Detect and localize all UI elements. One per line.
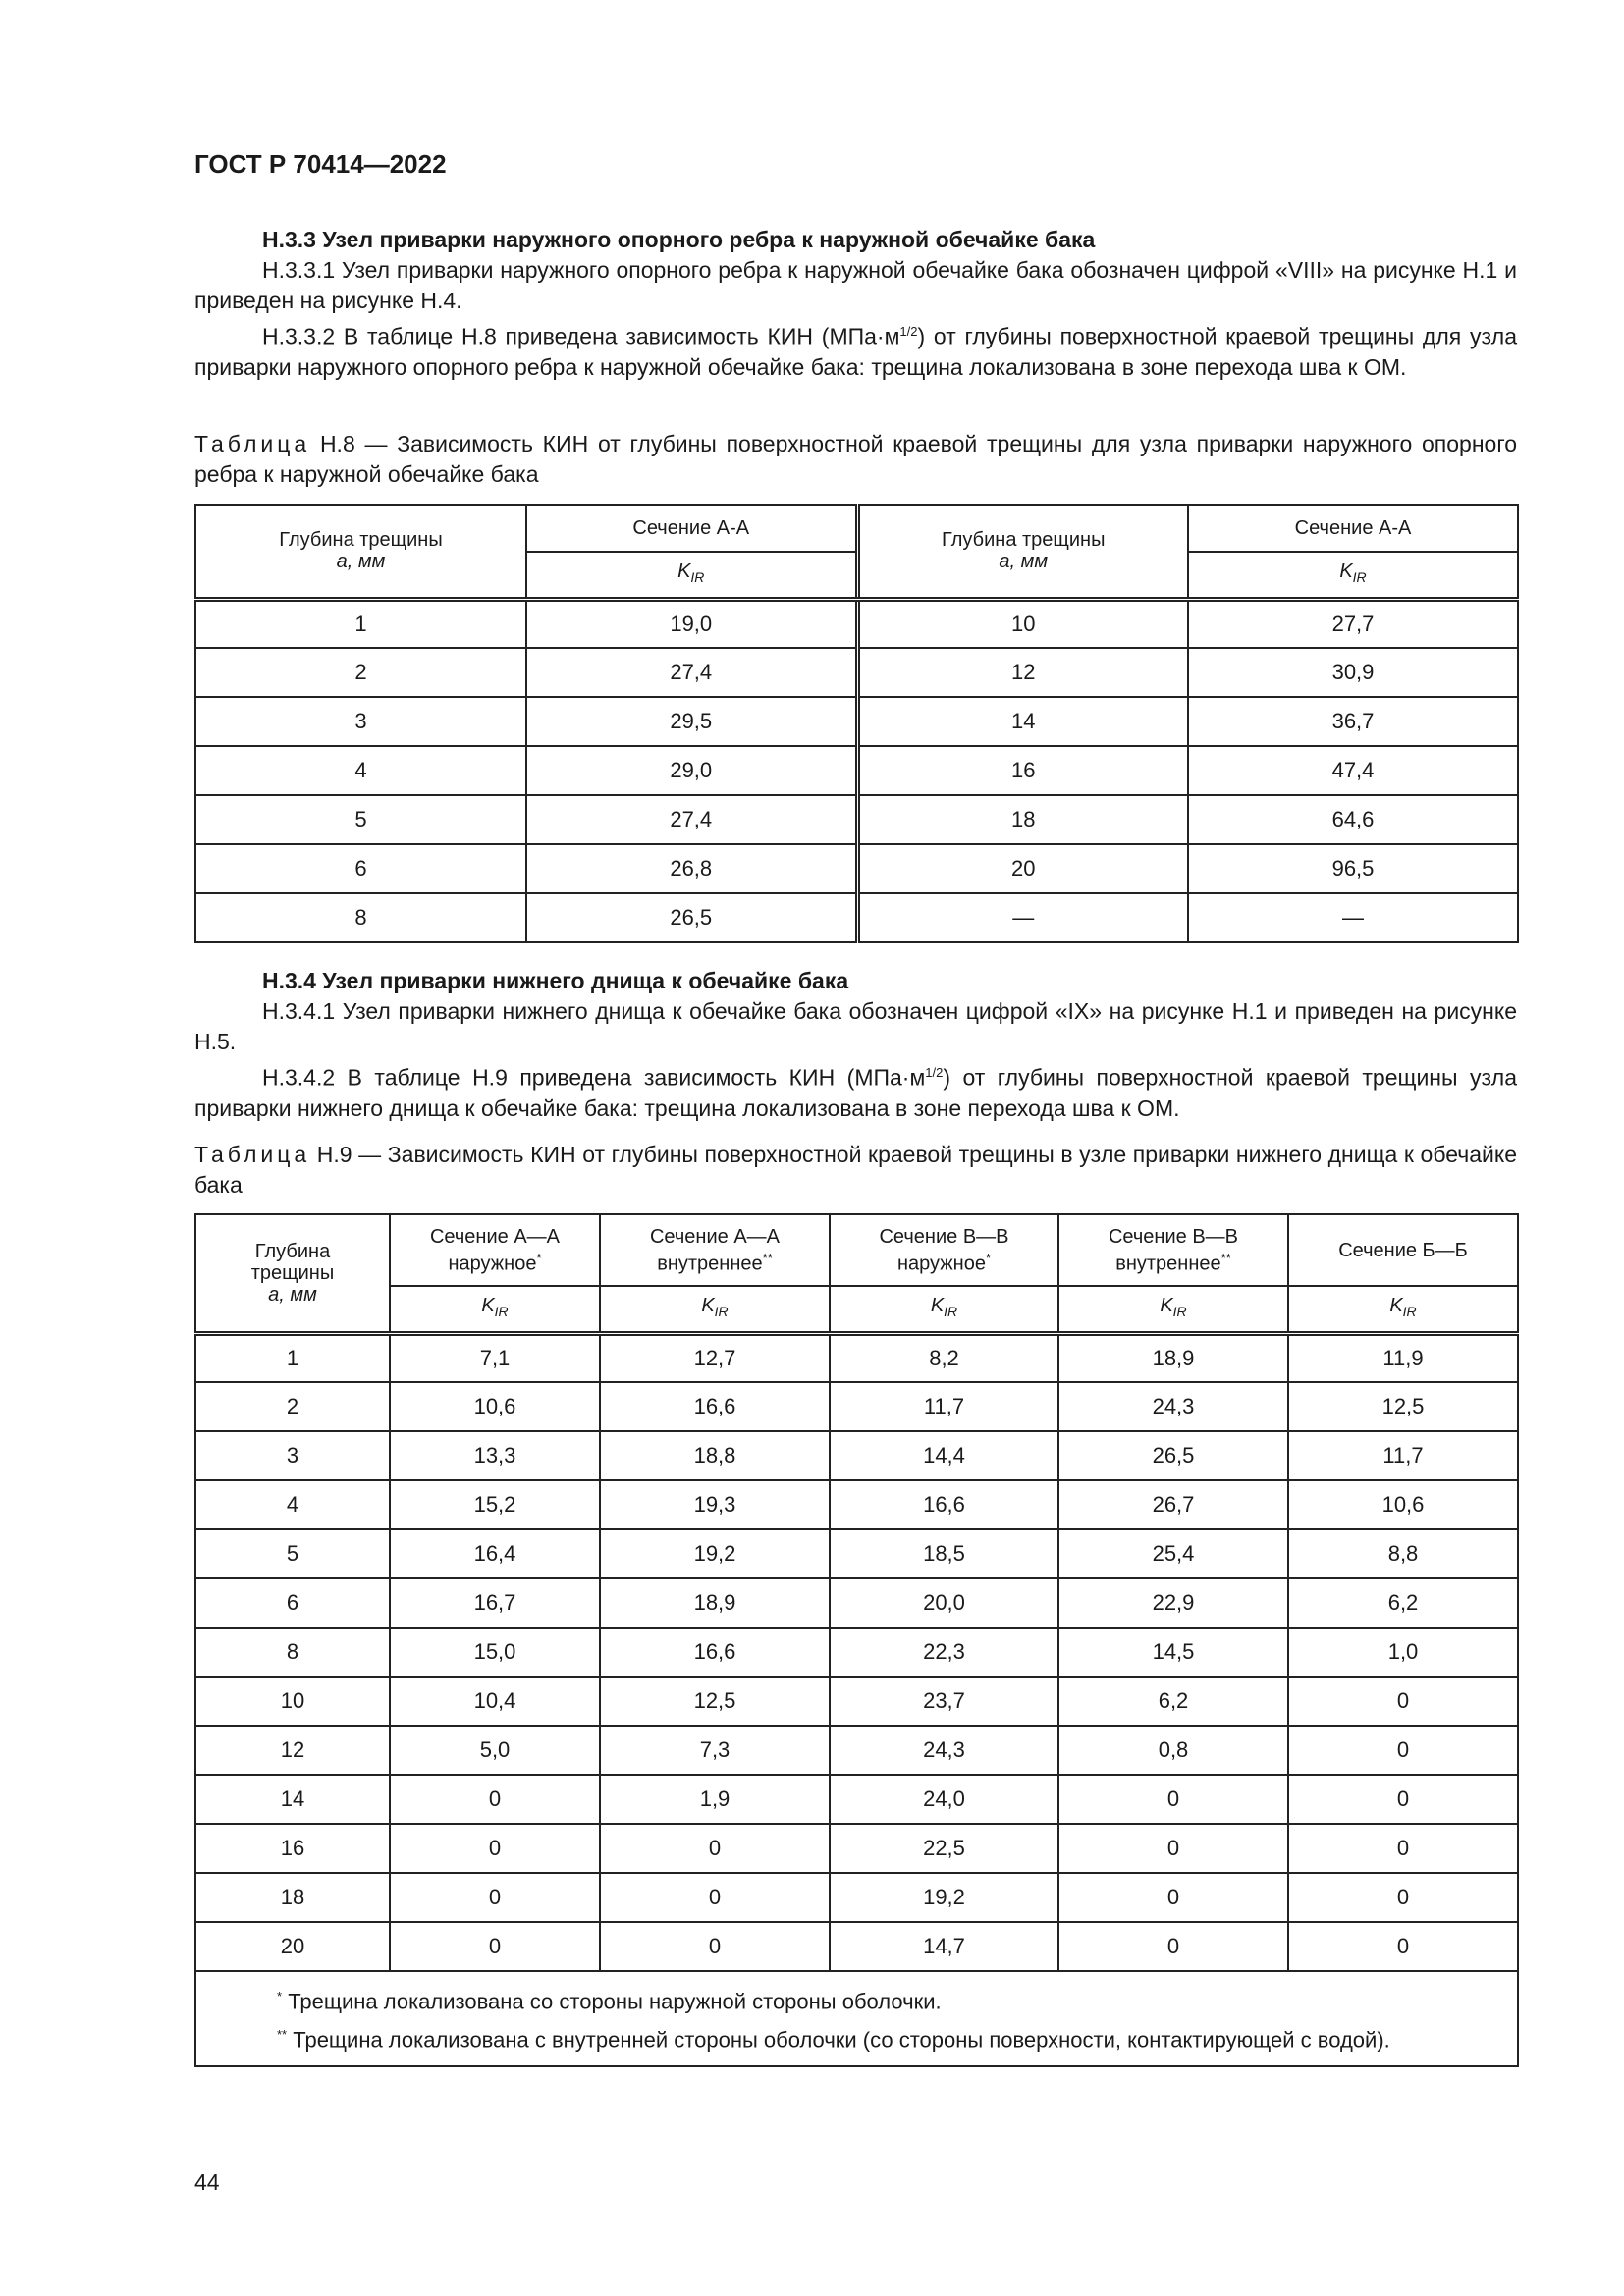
table-cell: 8: [195, 893, 526, 942]
table-footnotes: [195, 1971, 1518, 2066]
table-cell: 2: [195, 648, 526, 697]
table-cell: 18,9: [600, 1578, 830, 1628]
table-cell: 1: [195, 599, 526, 648]
table-row: [195, 1824, 1518, 1873]
table-cell: 8,2: [830, 1333, 1058, 1382]
table-cell: 8,8: [1288, 1529, 1518, 1578]
table-cell: 0,8: [1058, 1726, 1288, 1775]
table-cell: 19,2: [600, 1529, 830, 1578]
table-cell: 0: [600, 1824, 830, 1873]
table-cell: 3: [195, 697, 526, 746]
col-section: Сечение В—В наружное*: [830, 1214, 1058, 1286]
table-cell: 29,0: [526, 746, 857, 795]
table-row: [195, 1480, 1518, 1529]
table-row: [195, 746, 1518, 795]
table-cell: 11,9: [1288, 1333, 1518, 1382]
table-cell: 20: [857, 844, 1188, 893]
table-cell: 22,3: [830, 1628, 1058, 1677]
table-cell: 16,6: [600, 1382, 830, 1431]
col-kir: $K_{IR}$: [390, 1286, 600, 1333]
table-h9-caption: Таблица Н.9 — Зависимость КИН от глубины поверхностной краевой трещины в узле приварки нижнего днища к обечайке бака: [194, 1142, 1517, 1198]
table-row: [195, 1677, 1518, 1726]
table-cell: 0: [1288, 1775, 1518, 1824]
col-section: Сечение А-А: [1188, 505, 1518, 552]
table-cell: 20,0: [830, 1578, 1058, 1628]
table-cell: 0: [390, 1824, 600, 1873]
table-cell: 26,7: [1058, 1480, 1288, 1529]
table-cell: 29,5: [526, 697, 857, 746]
table-cell: 3: [195, 1431, 390, 1480]
table-cell: 14: [857, 697, 1188, 746]
table-cell: 11,7: [830, 1382, 1058, 1431]
table-cell: 14,4: [830, 1431, 1058, 1480]
table-cell: 19,0: [526, 599, 857, 648]
col-kir: $K_{IR}$: [526, 552, 857, 599]
table-cell: 1,9: [600, 1775, 830, 1824]
table-cell: 18: [857, 795, 1188, 844]
table-row: [195, 1628, 1518, 1677]
table-cell: 0: [1058, 1873, 1288, 1922]
table-cell: 2: [195, 1382, 390, 1431]
table-cell: 12,5: [600, 1677, 830, 1726]
table-cell: 22,5: [830, 1824, 1058, 1873]
table-cell: 10,6: [390, 1382, 600, 1431]
section-heading-h34: Н.3.4 Узел приварки нижнего днища к обечайке бака: [262, 968, 849, 993]
table-h9: [194, 1213, 1519, 2067]
table-cell: 96,5: [1188, 844, 1518, 893]
table-cell: 0: [600, 1873, 830, 1922]
table-cell: 6: [195, 844, 526, 893]
table-cell: 6: [195, 1578, 390, 1628]
table-cell: 0: [1288, 1677, 1518, 1726]
table-cell: 16,6: [830, 1480, 1058, 1529]
col-section: Сечение А—А внутреннее**: [600, 1214, 830, 1286]
table-cell: 18,9: [1058, 1333, 1288, 1382]
table-h8: [194, 504, 1519, 943]
table-cell: —: [857, 893, 1188, 942]
table-cell: 0: [1058, 1775, 1288, 1824]
table-row: [195, 844, 1518, 893]
table-cell: 16,7: [390, 1578, 600, 1628]
table-cell: 1,0: [1288, 1628, 1518, 1677]
table-row: [195, 1382, 1518, 1431]
table-cell: 26,5: [1058, 1431, 1288, 1480]
table-cell: 6,2: [1058, 1677, 1288, 1726]
col-depth: Глубина трещины а, мм: [195, 505, 526, 599]
table-cell: 24,3: [830, 1726, 1058, 1775]
table-cell: 8: [195, 1628, 390, 1677]
col-kir: $K_{IR}$: [600, 1286, 830, 1333]
paragraph-h332: Н.3.3.2 В таблице Н.8 приведена зависимость КИН $(МПа\cdot м^{1/2})$ от глубины поверхностной краевой трещины для узла приварки наружного опорного ребра к наружной обечайке бака: трещина локализована в зоне перехода шва к ОМ.: [194, 323, 1517, 380]
table-cell: 5: [195, 795, 526, 844]
table-cell: 14: [195, 1775, 390, 1824]
table-cell: 10,6: [1288, 1480, 1518, 1529]
paragraph-h342: Н.3.4.2 В таблице Н.9 приведена зависимость КИН $(МПа\cdot м^{1/2})$ от глубины поверхностной краевой трещины узла приварки нижнего днища к обечайке бака: трещина локализована в зоне перехода шва к ОМ.: [194, 1064, 1517, 1121]
table-row: [195, 1529, 1518, 1578]
table-cell: 6,2: [1288, 1578, 1518, 1628]
table-row: [195, 1578, 1518, 1628]
col-kir: $K_{IR}$: [1058, 1286, 1288, 1333]
table-cell: 0: [1288, 1873, 1518, 1922]
table-cell: 24,3: [1058, 1382, 1288, 1431]
footnote-2: ** Трещина локализована с внутренней стороны оболочки (со стороны поверхности, контактирующей с водой).: [277, 2027, 1390, 2053]
table-row: [195, 599, 1518, 648]
table-cell: 5,0: [390, 1726, 600, 1775]
table-cell: —: [1188, 893, 1518, 942]
table-row: [195, 697, 1518, 746]
col-section: Сечение А—А наружное*: [390, 1214, 600, 1286]
table-row: [195, 1922, 1518, 1971]
paragraph-h341: Н.3.4.1 Узел приварки нижнего днища к обечайке бака обозначен цифрой «IX» на рисунке Н.1 и приведен на рисунке Н.5.: [194, 998, 1517, 1054]
table-cell: 10: [195, 1677, 390, 1726]
table-cell: 15,2: [390, 1480, 600, 1529]
table-cell: 15,0: [390, 1628, 600, 1677]
table-cell: 0: [600, 1922, 830, 1971]
table-cell: 16,4: [390, 1529, 600, 1578]
table-row: [195, 1873, 1518, 1922]
table-cell: 20: [195, 1922, 390, 1971]
page-number: 44: [194, 2169, 220, 2195]
table-cell: 24,0: [830, 1775, 1058, 1824]
table-cell: 14,5: [1058, 1628, 1288, 1677]
table-cell: 0: [1288, 1824, 1518, 1873]
table-cell: 27,4: [526, 648, 857, 697]
col-depth: Глубина трещины а, мм: [195, 1214, 390, 1333]
table-h8-caption: Таблица Н.8 — Зависимость КИН от глубины поверхностной краевой трещины для узла приварки наружного опорного ребра к наружной обечайке бака: [194, 431, 1518, 487]
table-cell: 47,4: [1188, 746, 1518, 795]
table-row: [195, 893, 1518, 942]
table-cell: 0: [1058, 1824, 1288, 1873]
table-cell: 0: [1288, 1726, 1518, 1775]
table-cell: 12,5: [1288, 1382, 1518, 1431]
table-cell: 19,2: [830, 1873, 1058, 1922]
col-section: Сечение А-А: [526, 505, 857, 552]
table-row: [195, 795, 1518, 844]
table-cell: 7,3: [600, 1726, 830, 1775]
table-cell: 13,3: [390, 1431, 600, 1480]
table-cell: 1: [195, 1333, 390, 1382]
table-row: [195, 1775, 1518, 1824]
col-section: Сечение Б—Б: [1288, 1214, 1518, 1286]
table-cell: 10: [857, 599, 1188, 648]
table-row: [195, 1333, 1518, 1382]
document-header: ГОСТ Р 70414—2022: [194, 149, 447, 179]
table-cell: 12: [195, 1726, 390, 1775]
table-cell: 11,7: [1288, 1431, 1518, 1480]
table-cell: 18,8: [600, 1431, 830, 1480]
table-cell: 36,7: [1188, 697, 1518, 746]
table-cell: 22,9: [1058, 1578, 1288, 1628]
section-heading-h33: Н.3.3 Узел приварки наружного опорного ребра к наружной обечайке бака: [262, 227, 1096, 252]
table-row: [195, 1431, 1518, 1480]
table-cell: 23,7: [830, 1677, 1058, 1726]
table-cell: 5: [195, 1529, 390, 1578]
table-cell: 7,1: [390, 1333, 600, 1382]
table-cell: 12: [857, 648, 1188, 697]
paragraph-h331: Н.3.3.1 Узел приварки наружного опорного ребра к наружной обечайке бака обозначен цифрой «VIII» на рисунке Н.1 и приведен на рисунке Н.4.: [194, 257, 1517, 313]
col-kir: $K_{IR}$: [1288, 1286, 1518, 1333]
table-cell: 27,4: [526, 795, 857, 844]
table-cell: 18: [195, 1873, 390, 1922]
table-cell: 16,6: [600, 1628, 830, 1677]
table-cell: 25,4: [1058, 1529, 1288, 1578]
table-cell: 14,7: [830, 1922, 1058, 1971]
table-cell: 26,8: [526, 844, 857, 893]
table-cell: 26,5: [526, 893, 857, 942]
table-cell: 0: [390, 1922, 600, 1971]
table-cell: 18,5: [830, 1529, 1058, 1578]
table-cell: 30,9: [1188, 648, 1518, 697]
table-cell: 0: [1058, 1922, 1288, 1971]
table-cell: 16: [195, 1824, 390, 1873]
table-cell: 4: [195, 1480, 390, 1529]
table-row: [195, 1726, 1518, 1775]
table-cell: 4: [195, 746, 526, 795]
table-cell: 27,7: [1188, 599, 1518, 648]
table-cell: 0: [390, 1873, 600, 1922]
col-kir: $K_{IR}$: [1188, 552, 1518, 599]
table-cell: 19,3: [600, 1480, 830, 1529]
table-cell: 12,7: [600, 1333, 830, 1382]
col-section: Сечение В—В внутреннее**: [1058, 1214, 1288, 1286]
table-cell: 10,4: [390, 1677, 600, 1726]
table-cell: 0: [1288, 1922, 1518, 1971]
col-depth: Глубина трещины а, мм: [857, 505, 1188, 599]
table-cell: 0: [390, 1775, 600, 1824]
col-kir: $K_{IR}$: [830, 1286, 1058, 1333]
table-row: [195, 648, 1518, 697]
table-cell: 64,6: [1188, 795, 1518, 844]
table-cell: 16: [857, 746, 1188, 795]
footnote-1: * Трещина локализована со стороны наружной стороны оболочки.: [277, 1989, 942, 2014]
